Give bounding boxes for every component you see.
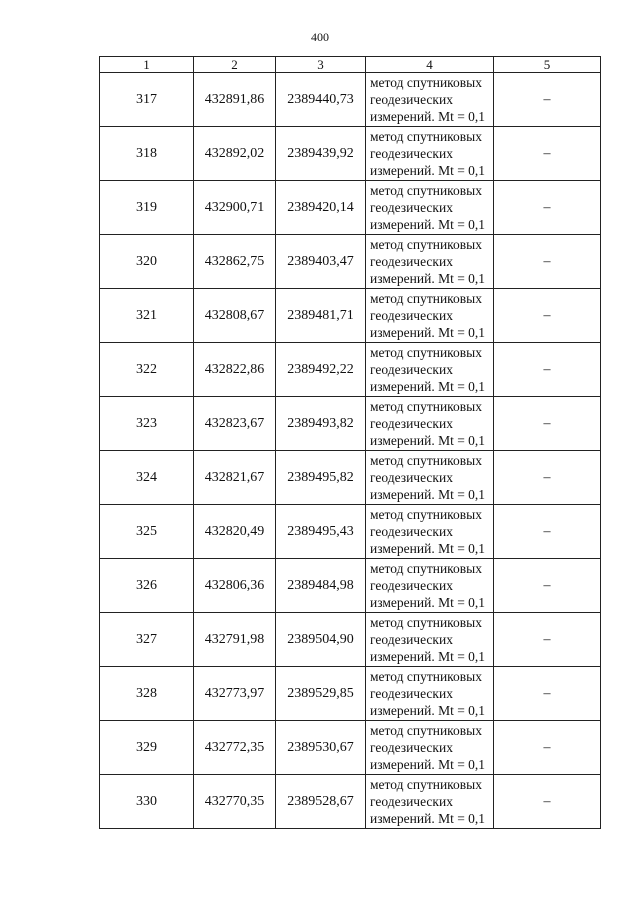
- method-line: геодезических: [370, 146, 453, 161]
- table-row: [100, 397, 601, 451]
- y-coordinate-cell: 2389420,14: [276, 181, 366, 235]
- table-row: [100, 667, 601, 721]
- method-line: геодезических: [370, 578, 453, 593]
- point-number-cell: 318: [100, 127, 194, 181]
- method-line: измерений. Mt = 0,1: [370, 109, 486, 124]
- table-row: [100, 505, 601, 559]
- table-row: [100, 613, 601, 667]
- method-line: измерений. Mt = 0,1: [370, 271, 486, 286]
- method-line: метод спутниковых: [370, 129, 482, 144]
- method-line: измерений. Mt = 0,1: [370, 325, 486, 340]
- method-line: измерений. Mt = 0,1: [370, 163, 486, 178]
- y-coordinate-cell: 2389403,47: [276, 235, 366, 289]
- method-line: геодезических: [370, 632, 453, 647]
- x-coordinate-cell: 432823,67: [194, 397, 276, 451]
- method-line: геодезических: [370, 686, 453, 701]
- method-cell: [366, 559, 494, 613]
- method-cell: [366, 505, 494, 559]
- note-cell: –: [494, 181, 601, 235]
- method-cell: [366, 775, 494, 829]
- point-number-cell: 330: [100, 775, 194, 829]
- x-coordinate-cell: 432772,35: [194, 721, 276, 775]
- table-row: [100, 181, 601, 235]
- note-cell: –: [494, 397, 601, 451]
- note-cell: –: [494, 451, 601, 505]
- header-row: [100, 57, 601, 73]
- method-line: метод спутниковых: [370, 399, 482, 414]
- point-number-cell: 328: [100, 667, 194, 721]
- method-cell: [366, 397, 494, 451]
- method-line: геодезических: [370, 254, 453, 269]
- header-col-2: 2: [194, 57, 276, 73]
- y-coordinate-cell: 2389530,67: [276, 721, 366, 775]
- y-coordinate-cell: 2389529,85: [276, 667, 366, 721]
- x-coordinate-cell: 432791,98: [194, 613, 276, 667]
- table-row: [100, 73, 601, 127]
- method-line: геодезических: [370, 200, 453, 215]
- point-number-cell: 326: [100, 559, 194, 613]
- method-cell: [366, 667, 494, 721]
- note-cell: –: [494, 73, 601, 127]
- point-number-cell: 323: [100, 397, 194, 451]
- note-cell: –: [494, 289, 601, 343]
- note-cell: –: [494, 505, 601, 559]
- method-line: измерений. Mt = 0,1: [370, 433, 486, 448]
- method-line: метод спутниковых: [370, 291, 482, 306]
- table-body: [100, 73, 601, 829]
- method-cell: [366, 613, 494, 667]
- page-number: 400: [311, 30, 329, 44]
- point-number-cell: 322: [100, 343, 194, 397]
- point-number-cell: 325: [100, 505, 194, 559]
- method-cell: [366, 289, 494, 343]
- header-col-3: 3: [276, 57, 366, 73]
- note-cell: –: [494, 613, 601, 667]
- method-line: геодезических: [370, 92, 453, 107]
- method-line: измерений. Mt = 0,1: [370, 703, 486, 718]
- point-number-cell: 329: [100, 721, 194, 775]
- y-coordinate-cell: 2389504,90: [276, 613, 366, 667]
- method-line: геодезических: [370, 362, 453, 377]
- method-line: измерений. Mt = 0,1: [370, 649, 486, 664]
- note-cell: –: [494, 559, 601, 613]
- table-row: [100, 343, 601, 397]
- y-coordinate-cell: 2389439,92: [276, 127, 366, 181]
- method-line: геодезических: [370, 470, 453, 485]
- method-line: измерений. Mt = 0,1: [370, 757, 486, 772]
- point-number-cell: 324: [100, 451, 194, 505]
- method-cell: [366, 235, 494, 289]
- table-row: [100, 235, 601, 289]
- method-cell: [366, 451, 494, 505]
- method-cell: [366, 127, 494, 181]
- x-coordinate-cell: 432891,86: [194, 73, 276, 127]
- table-row: [100, 721, 601, 775]
- method-line: метод спутниковых: [370, 561, 482, 576]
- method-line: метод спутниковых: [370, 75, 482, 90]
- table-row: [100, 559, 601, 613]
- coordinates-table: [99, 56, 601, 829]
- point-number-cell: 319: [100, 181, 194, 235]
- x-coordinate-cell: 432773,97: [194, 667, 276, 721]
- method-cell: [366, 181, 494, 235]
- method-line: измерений. Mt = 0,1: [370, 811, 486, 826]
- method-line: геодезических: [370, 308, 453, 323]
- point-number-cell: 320: [100, 235, 194, 289]
- header-col-4: 4: [366, 57, 494, 73]
- method-line: измерений. Mt = 0,1: [370, 379, 486, 394]
- method-line: метод спутниковых: [370, 777, 482, 792]
- point-number-cell: 317: [100, 73, 194, 127]
- method-line: геодезических: [370, 794, 453, 809]
- method-line: измерений. Mt = 0,1: [370, 217, 486, 232]
- note-cell: –: [494, 667, 601, 721]
- x-coordinate-cell: 432808,67: [194, 289, 276, 343]
- x-coordinate-cell: 432821,67: [194, 451, 276, 505]
- note-cell: –: [494, 235, 601, 289]
- y-coordinate-cell: 2389440,73: [276, 73, 366, 127]
- y-coordinate-cell: 2389495,82: [276, 451, 366, 505]
- method-cell: [366, 73, 494, 127]
- note-cell: –: [494, 775, 601, 829]
- method-line: метод спутниковых: [370, 183, 482, 198]
- x-coordinate-cell: 432806,36: [194, 559, 276, 613]
- method-line: метод спутниковых: [370, 615, 482, 630]
- table-header: [100, 57, 601, 73]
- note-cell: –: [494, 127, 601, 181]
- y-coordinate-cell: 2389484,98: [276, 559, 366, 613]
- point-number-cell: 327: [100, 613, 194, 667]
- x-coordinate-cell: 432900,71: [194, 181, 276, 235]
- note-cell: –: [494, 721, 601, 775]
- note-cell: –: [494, 343, 601, 397]
- method-cell: [366, 343, 494, 397]
- point-number-cell: 321: [100, 289, 194, 343]
- table-row: [100, 127, 601, 181]
- method-line: измерений. Mt = 0,1: [370, 541, 486, 556]
- method-line: метод спутниковых: [370, 723, 482, 738]
- method-line: измерений. Mt = 0,1: [370, 595, 486, 610]
- method-cell: [366, 721, 494, 775]
- method-line: геодезических: [370, 416, 453, 431]
- x-coordinate-cell: 432822,86: [194, 343, 276, 397]
- header-col-5: 5: [494, 57, 601, 73]
- x-coordinate-cell: 432892,02: [194, 127, 276, 181]
- y-coordinate-cell: 2389481,71: [276, 289, 366, 343]
- table-row: [100, 451, 601, 505]
- method-line: метод спутниковых: [370, 237, 482, 252]
- y-coordinate-cell: 2389493,82: [276, 397, 366, 451]
- table-row: [100, 289, 601, 343]
- method-line: метод спутниковых: [370, 453, 482, 468]
- x-coordinate-cell: 432770,35: [194, 775, 276, 829]
- method-line: метод спутниковых: [370, 507, 482, 522]
- method-line: геодезических: [370, 740, 453, 755]
- method-line: метод спутниковых: [370, 669, 482, 684]
- y-coordinate-cell: 2389495,43: [276, 505, 366, 559]
- header-col-1: 1: [100, 57, 194, 73]
- y-coordinate-cell: 2389492,22: [276, 343, 366, 397]
- method-line: геодезических: [370, 524, 453, 539]
- table-row: [100, 775, 601, 829]
- method-line: метод спутниковых: [370, 345, 482, 360]
- x-coordinate-cell: 432862,75: [194, 235, 276, 289]
- method-line: измерений. Mt = 0,1: [370, 487, 486, 502]
- x-coordinate-cell: 432820,49: [194, 505, 276, 559]
- y-coordinate-cell: 2389528,67: [276, 775, 366, 829]
